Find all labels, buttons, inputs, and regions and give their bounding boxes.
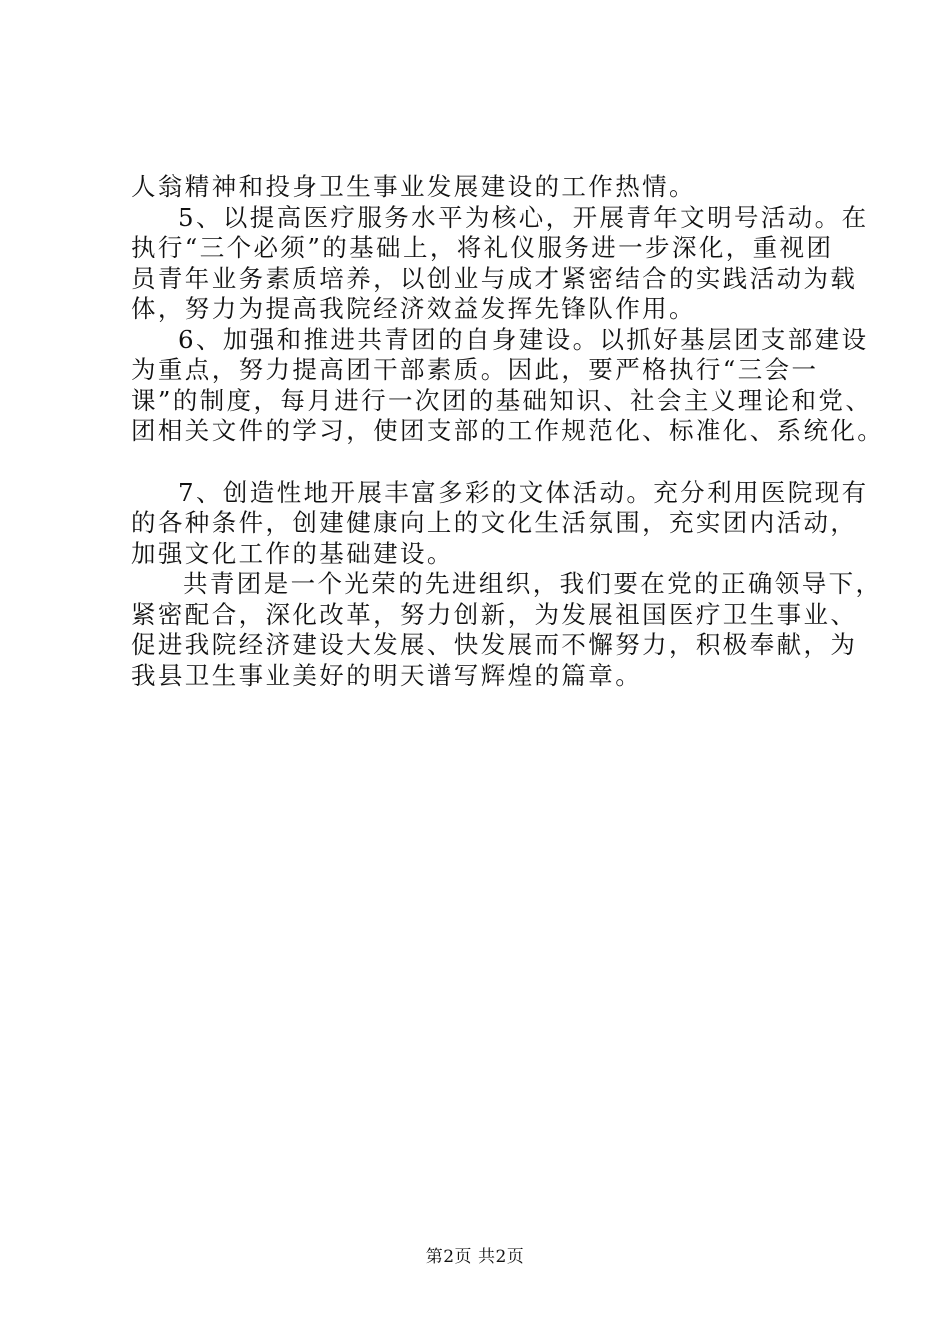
text-line: 为重点，努力提高团干部素质。因此，要严格执行“三会一 — [131, 355, 819, 384]
paragraph-7-start: 7、创造性地开展丰富多彩的文体活动。充分利用医院现有 — [178, 477, 869, 507]
paragraph-6-start: 6、加强和推进共青团的自身建设。以抓好基层团支部建设 — [178, 324, 869, 354]
closing-paragraph-start: 共青团是一个光荣的先进组织，我们要在党的正确领导下， — [183, 569, 883, 598]
document-body — [131, 172, 885, 691]
text-line: 紧密配合，深化改革，努力创新，为发展祖国医疗卫生事业、 — [131, 599, 858, 629]
text-line: 课”的制度，每月进行一次团的基础知识、社会主义理论和党、 — [131, 385, 873, 415]
text-line: 我县卫生事业美好的明天谱写辉煌的篇章。 — [131, 660, 643, 690]
text-line: 体，努力为提高我院经济效益发挥先锋队作用。 — [131, 294, 696, 323]
text-line: 团相关文件的学习，使团支部的工作规范化、标准化、系统化。 — [131, 416, 885, 445]
text-line: 执行“三个必须”的基础上，将礼仪服务进一步深化，重视团 — [131, 233, 834, 262]
page-footer — [0, 1242, 950, 1267]
text-line: 加强文化工作的基础建设。 — [131, 538, 454, 568]
text-line: 促进我院经济建设大发展、快发展而不懈努力，积极奉献，为 — [131, 630, 858, 659]
text-line: 人翁精神和投身卫生事业发展建设的工作热情。 — [131, 172, 696, 201]
text-line: 员青年业务素质培养，以创业与成才紧密结合的实践活动为载 — [131, 263, 858, 293]
text-line: 的各种条件，创建健康向上的文化生活氛围，充实团内活动， — [131, 508, 858, 537]
paragraph-5-start: 5、以提高医疗服务水平为核心，开展青年文明号活动。在 — [178, 202, 869, 232]
page-number: 第2页 共2页 — [425, 1247, 525, 1267]
